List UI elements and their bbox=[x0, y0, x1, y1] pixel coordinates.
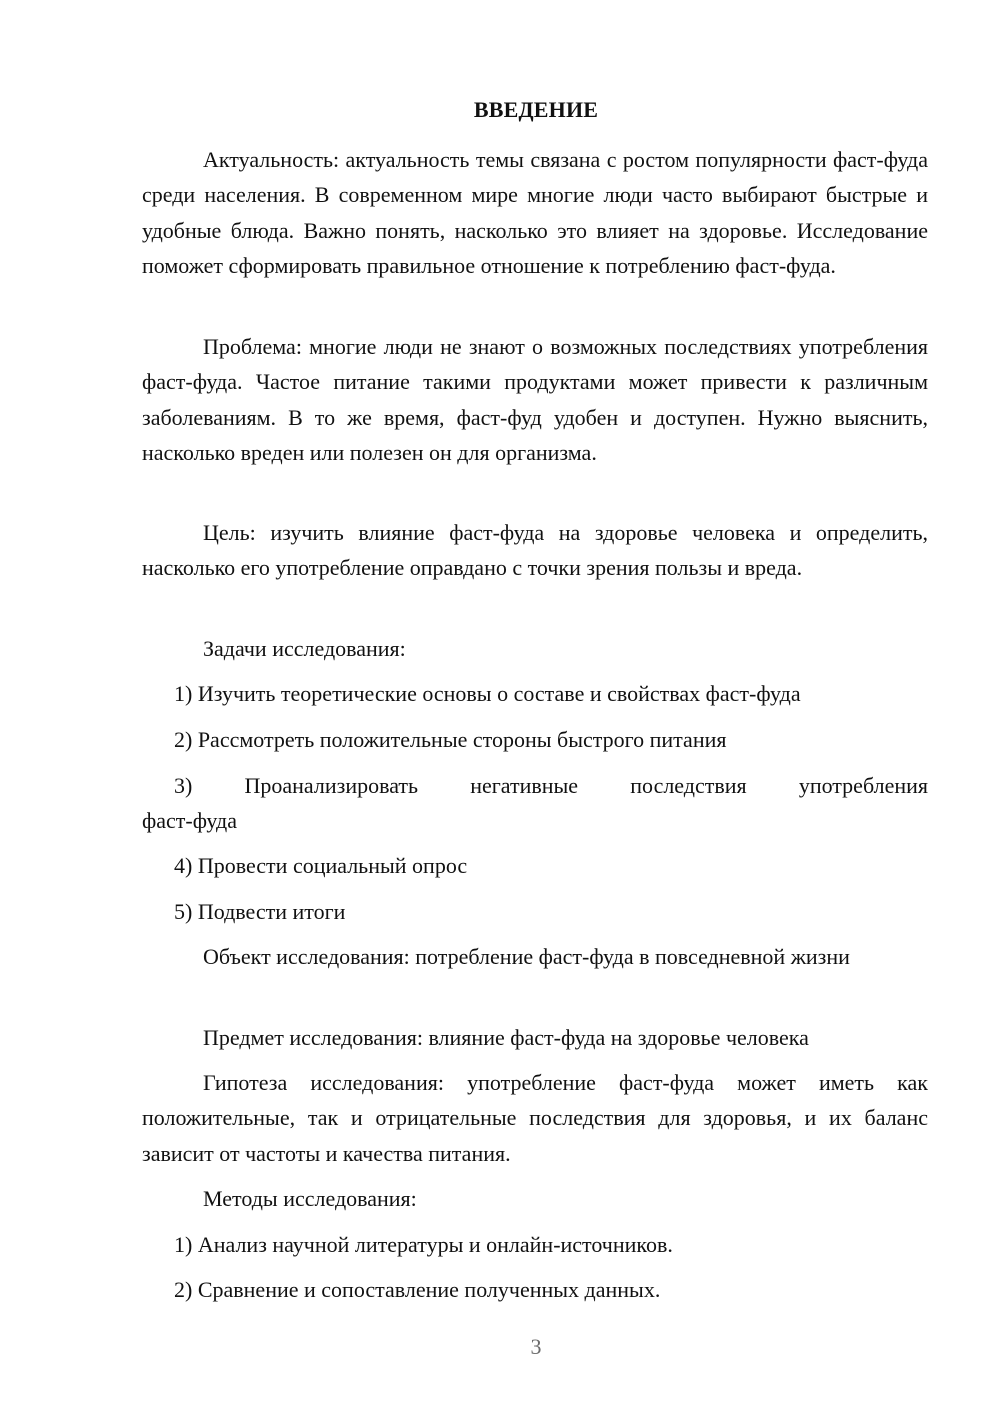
hypothesis-paragraph: Гипотеза исследования: употребление фаст-фуда может иметь как положительные, так и отрицательные последствия для здоровья, и их баланс зависит от частоты и качества питания. bbox=[142, 1070, 928, 1166]
object-paragraph: Объект исследования: потребление фаст-фуда в повседневной жизни bbox=[203, 944, 850, 969]
methods-item-block bbox=[142, 1272, 928, 1307]
hypothesis-block bbox=[142, 1065, 928, 1171]
tasks-heading-block bbox=[142, 631, 928, 666]
section-title: ВВЕДЕНИЕ bbox=[473, 97, 599, 122]
problem-paragraph: Проблема: многие люди не знают о возможных последствиях употребления фаст-фуда. Частое питание такими продуктами может привести к различным заболеваниям. В то же время, фаст-фуд удобен и доступен. Нужно выяснить, насколько вреден или полезен он для организма. bbox=[142, 334, 928, 466]
task-item: 3) Проанализировать негативные последствия употребления фаст-фуда bbox=[142, 773, 928, 834]
task-item: 5) Подвести итоги bbox=[174, 899, 346, 924]
relevance-block bbox=[142, 142, 928, 284]
goal-paragraph: Цель: изучить влияние фаст-фуда на здоровье человека и определить, насколько его употребление оправдано с точки зрения пользы и вреда. bbox=[142, 520, 928, 581]
problem-block bbox=[142, 329, 928, 471]
task-item: 1) Изучить теоретические основы о составе и свойствах фаст-фуда bbox=[174, 681, 801, 706]
page-number: 3 bbox=[530, 1334, 542, 1359]
tasks-item-block bbox=[142, 848, 928, 883]
tasks-item-block bbox=[142, 676, 928, 711]
object-block bbox=[142, 939, 928, 974]
tasks-item-block bbox=[142, 894, 928, 929]
methods-heading-block bbox=[142, 1181, 928, 1216]
subject-paragraph: Предмет исследования: влияние фаст-фуда на здоровье человека bbox=[203, 1025, 809, 1050]
method-item: 1) Анализ научной литературы и онлайн-источников. bbox=[174, 1232, 673, 1257]
goal-block bbox=[142, 515, 928, 586]
tasks-heading: Задачи исследования: bbox=[203, 636, 406, 661]
task-item: 2) Рассмотреть положительные стороны быстрого питания bbox=[174, 727, 727, 752]
method-item: 2) Сравнение и сопоставление полученных данных. bbox=[174, 1277, 661, 1302]
methods-item-block bbox=[142, 1227, 928, 1262]
tasks-item-block bbox=[142, 768, 928, 839]
relevance-paragraph: Актуальность: актуальность темы связана с ростом популярности фаст-фуда среди населения. В современном мире многие люди часто выбирают быстрые и удобные блюда. Важно понять, насколько это влияет на здоровье. Исследование поможет сформировать правильное отношение к потреблению фаст-фуда. bbox=[142, 147, 928, 279]
methods-heading: Методы исследования: bbox=[203, 1186, 417, 1211]
subject-block bbox=[142, 1020, 928, 1055]
tasks-item-block bbox=[142, 722, 928, 757]
task-item: 4) Провести социальный опрос bbox=[174, 853, 468, 878]
